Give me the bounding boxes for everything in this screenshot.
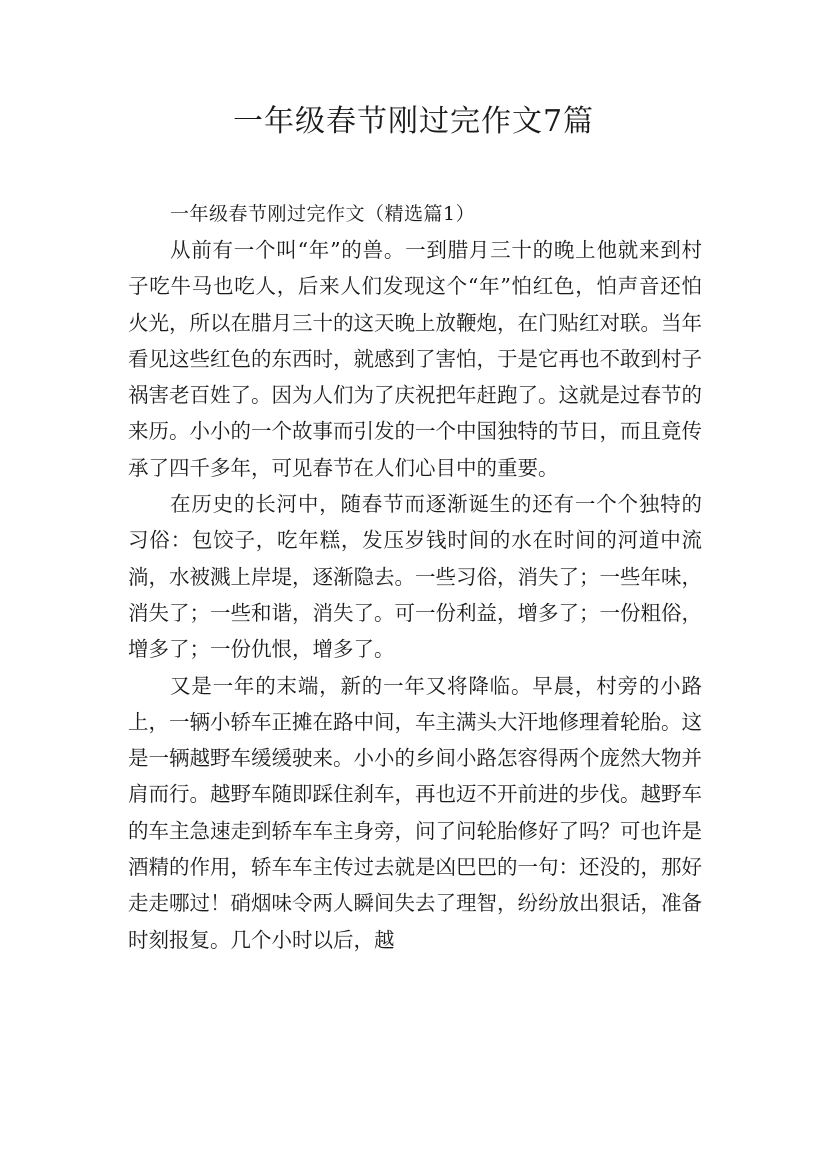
paragraph-2: 在历史的长河中，随春节而逐渐诞生的还有一个个独特的习俗：包饺子，吃年糕，发压岁钱时间的水在时间的河道中流淌，水被溅上岸堤，逐渐隐去。一些习俗，消失了；一些年味，消失了；一些和谐，消失了。可一份利益，增多了；一份粗俗，增多了；一份仇恨，增多了。 — [128, 492, 702, 662]
document-title: 一年级春节刚过完作文7篇 — [232, 104, 595, 139]
paragraph-3: 又是一年的末端，新的一年又将降临。早晨，村旁的小路上，一辆小轿车正摊在路中间，车主满头大汗地修理着轮胎。这是一辆越野车缓缓驶来。小小的乡间小路怎容得两个庞然大物并肩而行。越野车随即踩住刹车，再也迈不开前进的步伐。越野车的车主急速走到轿车车主身旁，问了问轮胎修好了吗？可也许是酒精的作用，轿车车主传过去就是凶巴巴的一句：还没的，那好走走哪过！硝烟味令两人瞬间失去了理智，纷纷放出狠话，准备时刻报复。几个小时以后，越 — [128, 673, 702, 952]
paragraph-1: 从前有一个叫“年”的兽。一到腊月三十的晚上他就来到村子吃牛马也吃人，后来人们发现这个“年”怕红色，怕声音还怕火光，所以在腊月三十的这天晚上放鞭炮，在门贴红对联。当年看见这些红色的东西时，就感到了害怕，于是它再也不敢到村子祸害老百姓了。因为人们为了庆祝把年赶跑了。这就是过春节的来历。小小的一个故事而引发的一个中国独特的节日，而且竟传承了四千多年，可见春节在人们心目中的重要。 — [128, 238, 702, 480]
section-heading: 一年级春节刚过完作文（精选篇1） — [170, 203, 476, 225]
document-body — [128, 196, 702, 958]
